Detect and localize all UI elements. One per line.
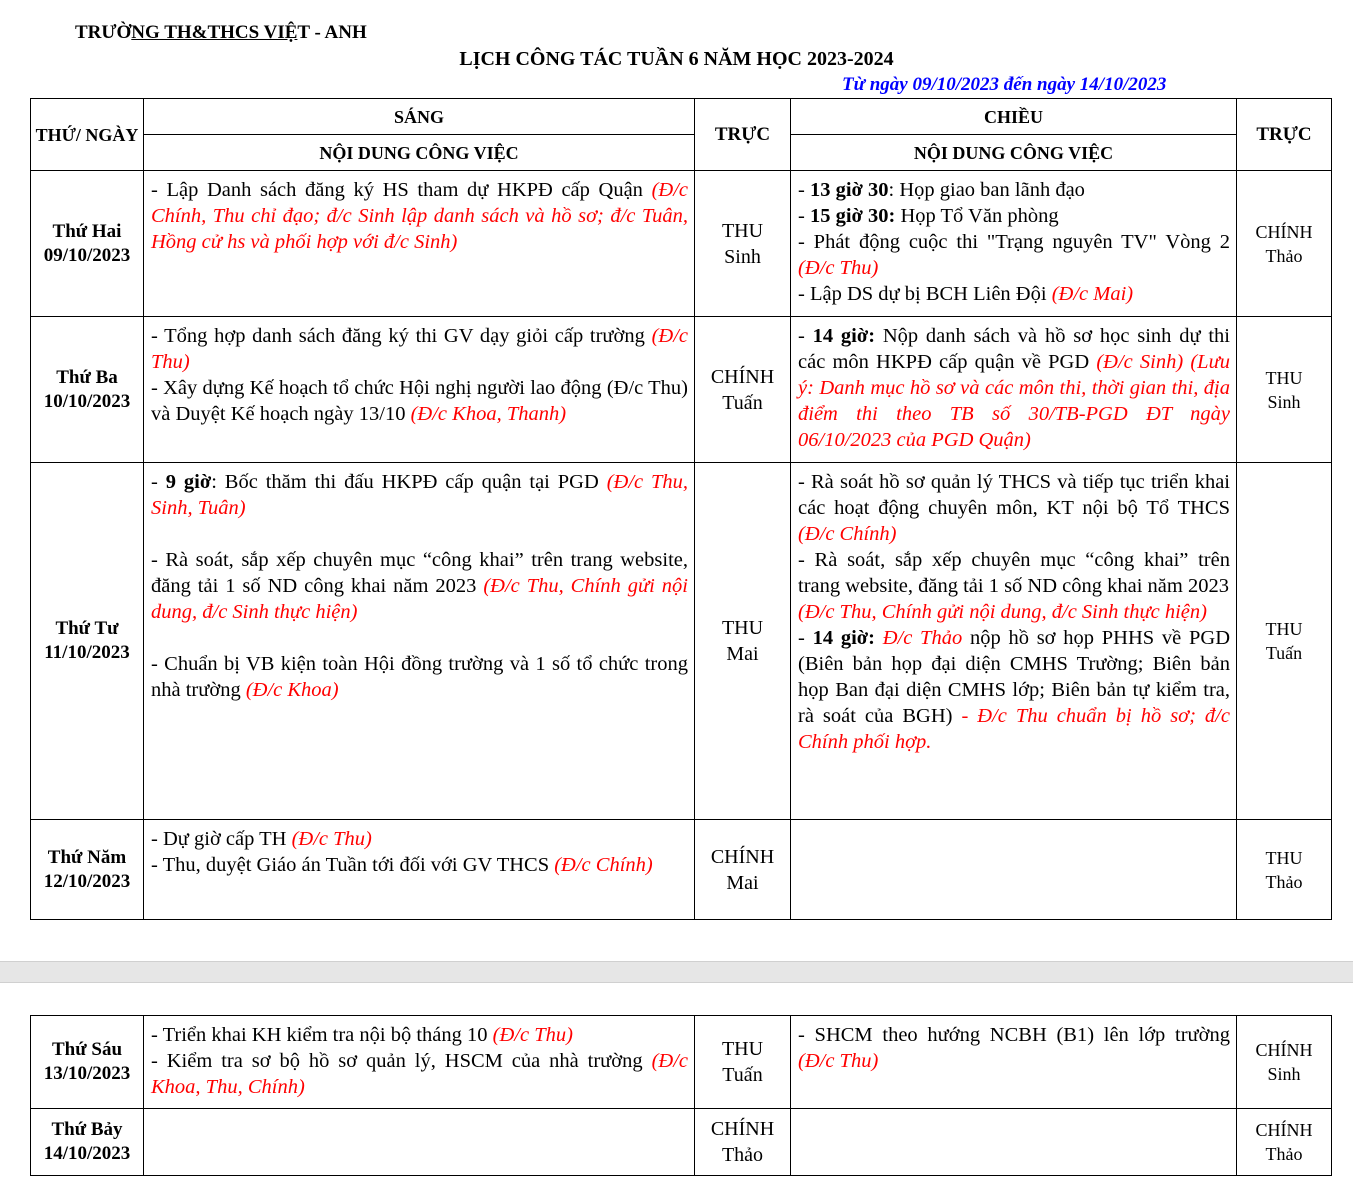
assignee-note: (Đ/c Mai) xyxy=(1051,283,1134,305)
task-text: - Lập DS dự bị BCH Liên Đội xyxy=(798,283,1052,305)
task-item xyxy=(798,177,1230,203)
duty-am-cell xyxy=(695,463,791,820)
task-item xyxy=(151,826,688,852)
task-item xyxy=(151,547,688,625)
task-text: - Lập Danh sách đăng ký HS tham dự HKPĐ cấp Quận xyxy=(151,179,652,201)
header-morning-content: NỘI DUNG CÔNG VIỆC xyxy=(144,135,695,171)
task-text: Nộp danh sách và hồ sơ học sinh dự thi các môn HKPĐ cấp quận về PGD xyxy=(798,325,1230,373)
task-text: - Kiểm tra sơ bộ hồ sơ quản lý, HSCM của nhà trường xyxy=(151,1050,652,1072)
task-time: 14 giờ: xyxy=(812,627,875,649)
assignee-note: (Đ/c Sinh) (Lưu ý: Danh mục hồ sơ và các môn thi, thời gian thi, địa điểm thi theo TB số 30/TB-PGD ĐT ngày 06/10/2023 của PGD Quận) xyxy=(798,351,1231,451)
day-date: 12/10/2023 xyxy=(43,870,131,892)
task-item xyxy=(151,323,688,375)
assignee-note: Đ/c Thảo xyxy=(882,627,963,649)
duty-person: CHÍNH xyxy=(710,1118,775,1140)
duty-person: CHÍNH xyxy=(1255,1040,1313,1060)
afternoon-cell xyxy=(791,317,1237,463)
table-row xyxy=(31,1016,1332,1109)
task-item xyxy=(798,625,1230,755)
task-text: - Thu, duyệt Giáo án Tuần tới đối với GV THCS xyxy=(151,854,555,876)
task-item xyxy=(151,625,688,651)
assignee-note: (Đ/c Khoa) xyxy=(245,679,339,701)
afternoon-cell xyxy=(791,820,1237,920)
task-item xyxy=(151,1048,688,1100)
duty-person: Tuấn xyxy=(722,1064,763,1086)
school-name-part: TRƯỜ xyxy=(75,22,132,43)
day-cell xyxy=(31,171,144,317)
morning-cell xyxy=(144,317,695,463)
assignee-note: (Đ/c Thu) xyxy=(798,1050,879,1072)
table-row xyxy=(31,1109,1332,1176)
day-cell xyxy=(31,820,144,920)
task-text: - Rà soát, sắp xếp chuyên mục “công khai” trên trang website, đăng tải 1 số ND công khai năm 2023 xyxy=(151,549,688,597)
duty-am-cell xyxy=(695,820,791,920)
table-row xyxy=(31,463,1332,820)
assignee-note: (Đ/c Thu, Chính gửi nội dung, đ/c Sinh thực hiện) xyxy=(798,601,1207,623)
day-name: Thứ Bảy xyxy=(51,1119,123,1140)
duty-person: Mai xyxy=(726,643,759,665)
duty-person: Tuấn xyxy=(722,391,763,414)
school-name-part: T - ANH xyxy=(297,22,367,43)
duty-person: THU xyxy=(721,617,764,639)
morning-cell xyxy=(144,820,695,920)
afternoon-cell xyxy=(791,1016,1237,1109)
task-item xyxy=(798,547,1230,599)
assignee-note: (Đ/c Thu) xyxy=(798,257,879,279)
assignee-note: (Đ/c Thu, Sinh, Tuân) xyxy=(151,471,689,519)
duty-person: Sinh xyxy=(724,245,761,268)
duty-person: THU xyxy=(1265,847,1303,868)
afternoon-cell xyxy=(791,171,1237,317)
page-title xyxy=(0,48,1353,71)
day-date: 11/10/2023 xyxy=(44,642,130,663)
header-duty-pm: TRỰC xyxy=(1237,99,1332,171)
duty-person: CHÍNH xyxy=(710,845,775,868)
morning-cell xyxy=(144,463,695,820)
task-text: nộp hồ sơ họp PHHS về PGD (Biên bản họp đại diện CMHS Trường; Biên bản họp Ban đại diện CMHS lớp; Biên bản tự kiểm tra, rà soát của BGH) xyxy=(798,627,1231,727)
day-date: 13/10/2023 xyxy=(43,1063,131,1084)
task-text: : Họp giao ban lãnh đạo xyxy=(888,179,1085,201)
duty-am-cell xyxy=(695,317,791,463)
assignee-note: (Đ/c Khoa, Thanh) xyxy=(410,403,567,425)
duty-pm-cell xyxy=(1237,463,1332,820)
task-item xyxy=(151,651,688,703)
task-time: 13 giờ 30 xyxy=(809,179,889,201)
task-text: Họp Tổ Văn phòng xyxy=(895,205,1059,227)
afternoon-cell xyxy=(791,1109,1237,1176)
duty-person: Thảo xyxy=(721,1144,764,1166)
task-item xyxy=(798,469,1230,547)
day-cell xyxy=(31,317,144,463)
date-range: Từ ngày 09/10/2023 đến ngày 14/10/2023 xyxy=(842,74,1167,95)
duty-person: Thảo xyxy=(1265,871,1303,892)
duty-person: CHÍNH xyxy=(1255,221,1313,242)
task-item xyxy=(151,852,688,878)
day-date: 14/10/2023 xyxy=(43,1143,131,1164)
duty-person: THU xyxy=(721,1038,764,1060)
task-item xyxy=(798,203,1230,229)
school-name xyxy=(75,22,367,44)
duty-pm-cell xyxy=(1237,820,1332,920)
duty-person: Sinh xyxy=(1267,391,1301,412)
task-item xyxy=(151,469,688,521)
task-item xyxy=(798,281,1230,307)
morning-cell xyxy=(144,171,695,317)
header-afternoon: CHIỀU xyxy=(791,99,1237,135)
table-row xyxy=(31,820,1332,920)
duty-person: THU xyxy=(1265,619,1303,639)
task-text: - xyxy=(798,325,813,347)
day-name: Thứ Hai xyxy=(52,220,122,242)
day-name: Thứ Ba xyxy=(56,366,118,388)
afternoon-cell xyxy=(791,463,1237,820)
task-text: - xyxy=(798,627,813,649)
task-item xyxy=(151,177,688,255)
task-text: - SHCM theo hướng NCBH (B1) lên lớp trường xyxy=(798,1024,1230,1046)
duty-am-cell xyxy=(695,1109,791,1176)
header-afternoon-content: NỘI DUNG CÔNG VIỆC xyxy=(791,135,1237,171)
duty-person: CHÍNH xyxy=(1255,1120,1313,1140)
assignee-note: (Đ/c Chính) xyxy=(798,523,897,545)
day-name: Thứ Sáu xyxy=(51,1039,123,1060)
duty-person: Tuấn xyxy=(1265,643,1303,663)
task-text: - Rà soát, sắp xếp chuyên mục “công khai” trên trang website, đăng tải 1 số ND công khai năm 2023 xyxy=(798,549,1230,597)
duty-person: THU xyxy=(1265,367,1303,388)
assignee-note: (Đ/c Thu) xyxy=(492,1024,573,1046)
assignee-note: (Đ/c Khoa, Thu, Chính) xyxy=(151,1050,688,1098)
task-item xyxy=(798,1022,1230,1074)
page-title-text: LỊCH CÔNG TÁC TUẦN 6 NĂM HỌC 2023-2024 xyxy=(459,48,894,70)
duty-pm-cell xyxy=(1237,1016,1332,1109)
duty-person: Mai xyxy=(726,871,759,894)
table-row xyxy=(31,317,1332,463)
task-item xyxy=(798,599,1230,625)
assignee-note: (Đ/c Thu, Chính gửi nội dung, đ/c Sinh thực hiện) xyxy=(151,575,688,623)
assignee-note: (Đ/c Chính) xyxy=(554,854,653,876)
header-day: THỨ/ NGÀY xyxy=(31,99,144,171)
day-cell xyxy=(31,1016,144,1109)
task-text: - Dự giờ cấp TH xyxy=(151,828,292,850)
day-name: Thứ Tư xyxy=(55,618,119,639)
day-name: Thứ Năm xyxy=(47,846,127,868)
assignee-note: - Đ/c Thu chuẩn bị hồ sơ; đ/c Chính phối hợp. xyxy=(798,705,1230,753)
task-text: - Xây dựng Kế hoạch tổ chức Hội nghị người lao động (Đ/c Thu) và Duyệt Kế hoạch ngày 13/10 xyxy=(151,377,688,425)
duty-person: Thảo xyxy=(1265,245,1303,266)
duty-person: CHÍNH xyxy=(710,365,775,388)
task-item xyxy=(151,521,688,547)
day-date: 09/10/2023 xyxy=(43,244,131,266)
assignee-note: (Đ/c Chính, Thu chỉ đạo; đ/c Sinh lập danh sách và hồ sơ; đ/c Tuân, Hồng cử hs và phối hợp với đ/c Sinh) xyxy=(151,179,688,253)
task-text: - Phát động cuộc thi "Trạng nguyên TV" Vòng 2 xyxy=(798,231,1230,253)
schedule-table-continued xyxy=(30,1015,1332,1176)
day-date: 10/10/2023 xyxy=(43,390,131,412)
task-text: - xyxy=(151,471,166,493)
duty-person: Thảo xyxy=(1265,1144,1303,1164)
header-morning: SÁNG xyxy=(144,99,695,135)
task-time: 15 giờ 30: xyxy=(809,205,896,227)
day-cell xyxy=(31,1109,144,1176)
task-text: - Rà soát hồ sơ quản lý THCS và tiếp tục triển khai các hoạt động chuyên môn, KT nội bộ Tổ THCS xyxy=(798,471,1230,519)
duty-pm-cell xyxy=(1237,171,1332,317)
task-text xyxy=(875,627,883,649)
duty-person: THU xyxy=(721,219,764,242)
task-time: 14 giờ: xyxy=(812,325,876,347)
duty-pm-cell xyxy=(1237,317,1332,463)
page-break xyxy=(0,961,1353,983)
morning-cell xyxy=(144,1016,695,1109)
task-item xyxy=(151,375,688,427)
morning-cell xyxy=(144,1109,695,1176)
duty-am-cell xyxy=(695,1016,791,1109)
task-item xyxy=(151,1022,688,1048)
header-duty-am: TRỰC xyxy=(695,99,791,171)
task-text: - xyxy=(798,179,810,201)
task-text: - Tổng hợp danh sách đăng ký thi GV dạy giỏi cấp trường xyxy=(151,325,652,347)
task-time: 9 giờ xyxy=(165,471,212,493)
duty-pm-cell xyxy=(1237,1109,1332,1176)
duty-am-cell xyxy=(695,171,791,317)
task-text: - Chuẩn bị VB kiện toàn Hội đồng trường và 1 số tổ chức trong nhà trường xyxy=(151,653,688,701)
task-text: - Triển khai KH kiểm tra nội bộ tháng 10 xyxy=(151,1024,493,1046)
task-item xyxy=(798,323,1230,453)
assignee-note: (Đ/c Thu) xyxy=(151,325,688,373)
duty-person: Sinh xyxy=(1267,1064,1301,1084)
table-row xyxy=(31,171,1332,317)
task-text: - xyxy=(798,205,810,227)
day-cell xyxy=(31,463,144,820)
school-name-part: NG TH&THCS VIỆ xyxy=(131,22,298,43)
assignee-note: (Đ/c Thu) xyxy=(291,828,372,850)
task-text: : Bốc thăm thi đấu HKPĐ cấp quận tại PGD xyxy=(211,471,607,493)
task-item xyxy=(798,229,1230,281)
schedule-table xyxy=(30,98,1332,920)
